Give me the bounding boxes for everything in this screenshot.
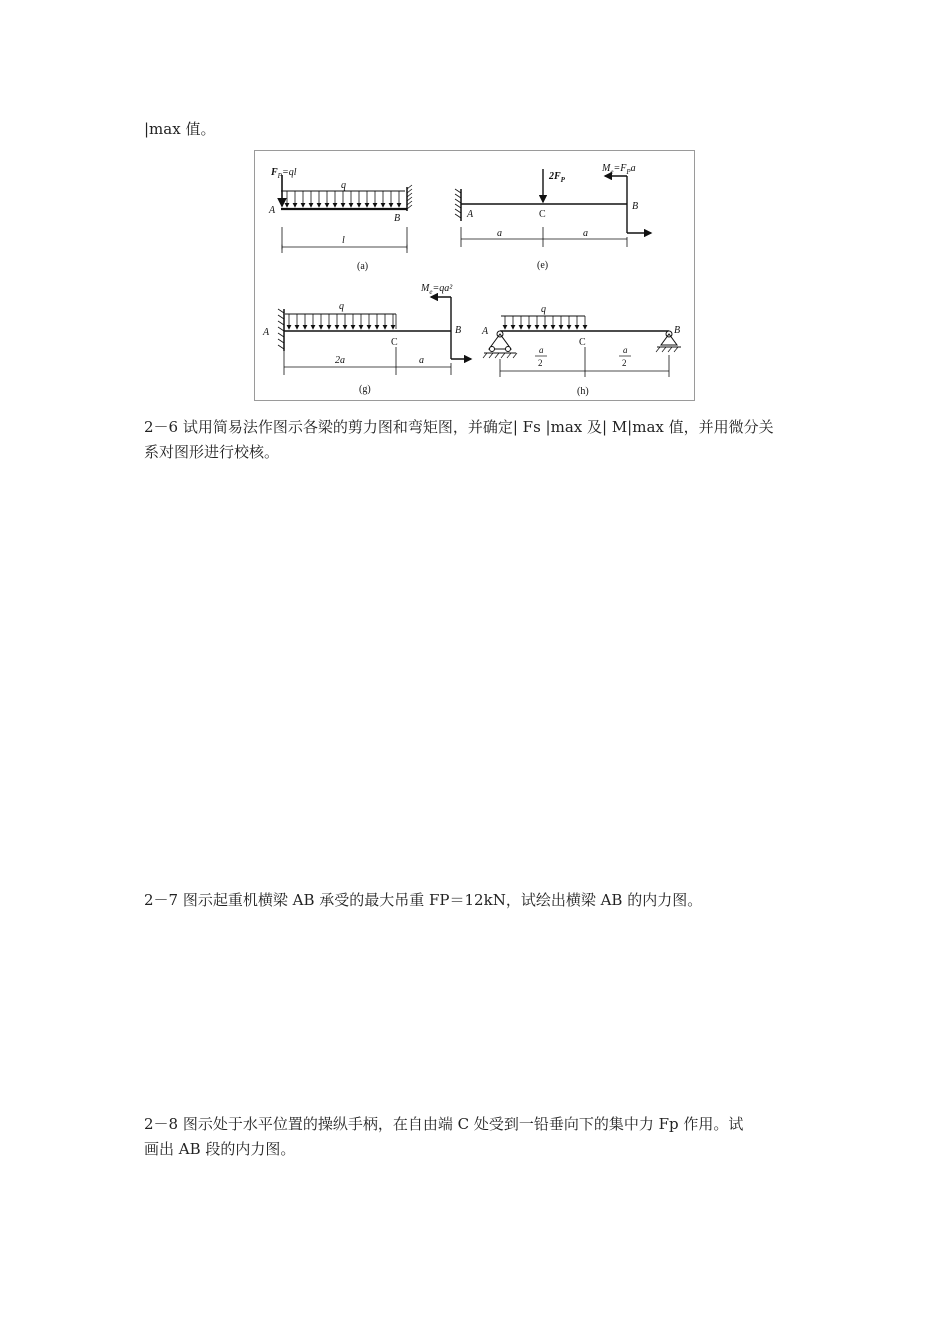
- svg-text:(g): (g): [359, 384, 371, 395]
- beam-figure: [254, 150, 695, 401]
- svg-text:Me=qa²: $M_e=qa^2$: [421, 283, 453, 296]
- svg-text:q: q: [341, 180, 346, 191]
- problem-2-8-line-2: 画出 AB 段的内力图。: [144, 1140, 296, 1158]
- subfigure-h: [481, 304, 681, 397]
- svg-text:FP=ql: $F_P=ql$: [271, 167, 297, 180]
- svg-text:Me=FPa: $M_e=F_Pa$: [602, 163, 636, 176]
- svg-text:q: q: [541, 304, 546, 315]
- problem-2-8-line-1: 2－8 图示处于水平位置的操纵手柄，在自由端 C 处受到一铅垂向下的集中力 Fp 作用。试: [144, 1115, 744, 1133]
- problem-2-7-line-1: 2－7 图示起重机横梁 AB 承受的最大吊重 FP＝12kN，试绘出横梁 AB 的内力图。: [144, 891, 703, 909]
- svg-text:2FP: $2F_P$: [549, 171, 565, 184]
- subfigure-a: [268, 167, 412, 272]
- svg-text:2a: 2a: [335, 355, 345, 366]
- svg-text:(a): (a): [357, 261, 369, 272]
- svg-text:l: l: [342, 235, 345, 246]
- svg-text:B: B: [455, 325, 462, 336]
- svg-text:a: a: [497, 228, 502, 239]
- svg-text:C: C: [539, 209, 546, 220]
- svg-text:A: A: [482, 326, 489, 337]
- problem-2-6-line-2: 系对图形进行校核。: [144, 443, 280, 461]
- svg-text:C: C: [391, 337, 398, 348]
- svg-text:a: a: [623, 345, 628, 355]
- subfigure-e: [455, 163, 651, 271]
- svg-text:2: 2: [622, 358, 627, 368]
- svg-text:(e): (e): [537, 260, 549, 271]
- svg-text:B: B: [632, 201, 639, 212]
- header-fragment: |max 值。: [144, 120, 216, 138]
- svg-text:A: A: [263, 327, 270, 338]
- svg-text:A: A: [467, 209, 474, 220]
- svg-text:a: a: [583, 228, 588, 239]
- svg-text:2: 2: [538, 358, 543, 368]
- svg-text:a: a: [539, 345, 544, 355]
- svg-text:(h): (h): [577, 386, 589, 397]
- problem-2-6-line-1: 2－6 试用简易法作图示各梁的剪力图和弯矩图，并确定| Fs |max 及| M|max 值，并用微分关: [144, 418, 774, 436]
- svg-text:C: C: [579, 337, 586, 348]
- svg-text:q: q: [339, 301, 344, 312]
- subfigure-g: [262, 283, 471, 395]
- svg-text:B: B: [674, 325, 681, 336]
- svg-text:B: B: [394, 213, 401, 224]
- svg-text:a: a: [419, 355, 424, 366]
- svg-text:A: A: [269, 205, 276, 216]
